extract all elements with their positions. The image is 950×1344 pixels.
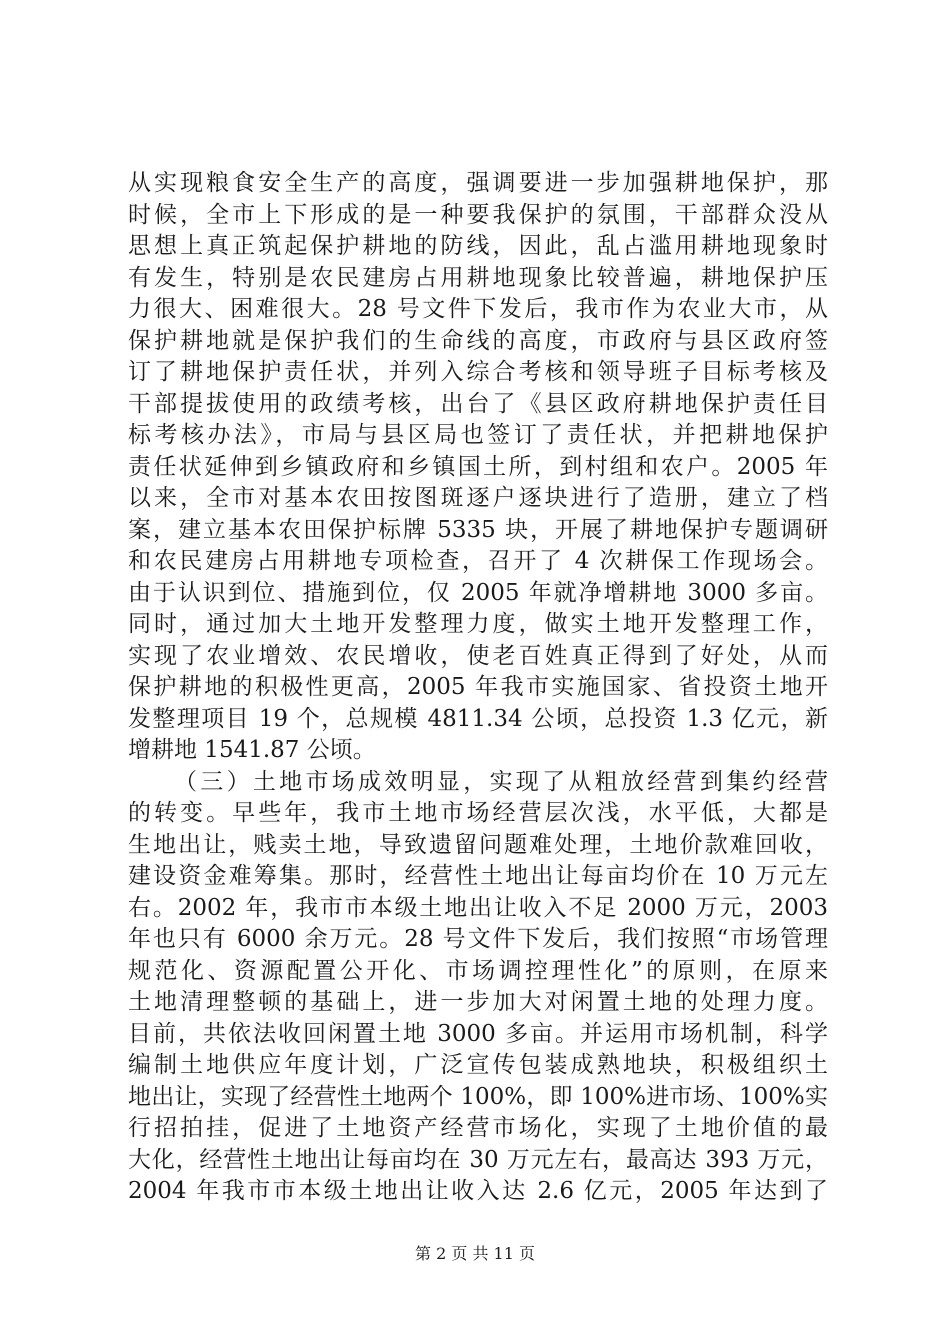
text-line: 地出让，实现了经营性土地两个 100%，即 100%进市场、100%实 (128, 1083, 828, 1110)
text-line: 保护耕地就是保护我们的生命线的高度，市政府与县区政府签 (128, 327, 828, 354)
text-line: 责任状延伸到乡镇政府和乡镇国土所，到村组和农户。2005 年 (128, 453, 828, 480)
text-line: 编制土地供应年度计划，广泛宣传包装成熟地块，积极组织土 (128, 1052, 828, 1078)
page-number-footer: 第 2 页 共 11 页 (415, 1244, 535, 1263)
section-heading-line: （三）土地市场成效明显，实现了从粗放经营到集约经营 (174, 768, 828, 795)
text-line: 行招拍挂，促进了土地资产经营市场化，实现了土地价值的最 (128, 1115, 828, 1141)
text-line: 从实现粮食安全生产的高度，强调要进一步加强耕地保护，那 (128, 170, 828, 196)
text-line: 年也只有 6000 余万元。28 号文件下发后，我们按照“市场管理 (128, 926, 828, 952)
text-line: 和农民建房占用耕地专项检查，召开了 4 次耕保工作现场会。 (128, 548, 828, 574)
text-line: 干部提拔使用的政绩考核，出台了《县区政府耕地保护责任目 (128, 390, 828, 417)
text-line: 时候，全市上下形成的是一种要我保护的氛围，干部群众没从 (128, 201, 828, 228)
text-line: 实现了农业增效、农民增收，使老百姓真正得到了好处，从而 (128, 642, 828, 669)
text-line: 建设资金难筹集。那时，经营性土地出让每亩均价在 10 万元左 (128, 863, 828, 889)
text-line: 订了耕地保护责任状，并列入综合考核和领导班子目标考核及 (128, 359, 828, 385)
text-line: 由于认识到位、措施到位，仅 2005 年就净增耕地 3000 多亩。 (128, 579, 828, 606)
text-line: 同时，通过加大土地开发整理力度，做实土地开发整理工作， (128, 611, 828, 637)
text-line: 有发生，特别是农民建房占用耕地现象比较普遍，耕地保护压 (128, 264, 828, 291)
text-line: 目前，共依法收回闲置土地 3000 多亩。并运用市场机制，科学 (128, 1020, 828, 1047)
text-line: 的转变。早些年，我市土地市场经营层次浅，水平低，大都是 (128, 800, 828, 826)
text-line: 生地出让，贱卖土地，导致遗留问题难处理，土地价款难回收， (128, 831, 828, 858)
text-line: 土地清理整顿的基础上，进一步加大对闲置土地的处理力度。 (128, 989, 828, 1015)
body-text (128, 168, 828, 1208)
text-line: 思想上真正筑起保护耕地的防线，因此，乱占滥用耕地现象时 (128, 233, 828, 259)
text-line: 2004 年我市市本级土地出让收入达 2.6 亿元，2005 年达到了 (128, 1178, 828, 1204)
text-line: 右。2002 年，我市市本级土地出让收入不足 2000 万元，2003 (128, 894, 828, 921)
text-line: 以来，全市对基本农田按图斑逐户逐块进行了造册，建立了档 (128, 485, 828, 511)
text-line: 大化，经营性土地出让每亩均在 30 万元左右，最高达 393 万元， (128, 1146, 828, 1173)
text-line: 保护耕地的积极性更高，2005 年我市实施国家、省投资土地开 (128, 674, 828, 700)
text-line: 力很大、困难很大。28 号文件下发后，我市作为农业大市，从 (128, 296, 828, 322)
text-line: 案，建立基本农田保护标牌 5335 块，开展了耕地保护专题调研 (128, 516, 828, 543)
text-line: 发整理项目 19 个，总规模 4811.34 公顷，总投资 1.3 亿元，新 (128, 705, 828, 732)
paragraph-last-line: 增耕地 1541.87 公顷。 (128, 737, 376, 763)
text-line: 标考核办法》，市局与县区局也签订了责任状，并把耕地保护 (128, 422, 828, 448)
text-line: 规范化、资源配置公开化、市场调控理性化”的原则，在原来 (128, 957, 828, 984)
